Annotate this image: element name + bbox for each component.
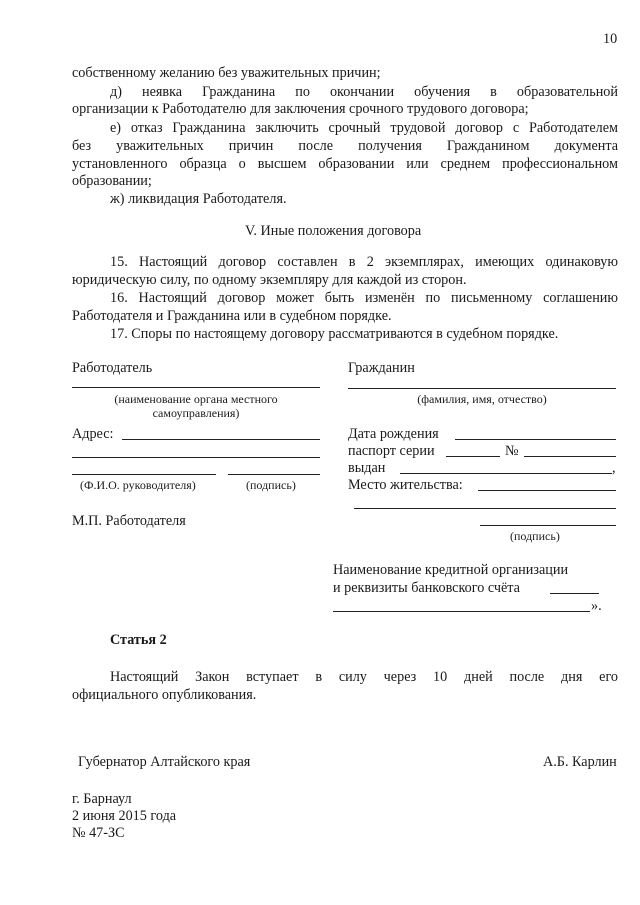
citizen-birth-line (455, 439, 616, 440)
clause-16-line-2: Работодателя и Гражданина или в судебном порядке. (72, 308, 392, 324)
bank-line-end: ». (591, 598, 602, 614)
item-e-line-2: без уважительных причин после получения Гражданином документа (72, 138, 618, 154)
governor-name: А.Б. Карлин (543, 754, 617, 770)
citizen-birth-label: Дата рождения (348, 426, 439, 442)
bank-label-2: и реквизиты банковского счёта (333, 580, 520, 596)
page-number: 10 (603, 31, 618, 47)
citizen-passport-series-line (446, 456, 500, 457)
item-zh: ж) ликвидация Работодателя. (110, 191, 287, 207)
item-d-line-2: организации к Работодателю для заключения срочного трудового договора; (72, 101, 529, 117)
article-title: Статья 2 (110, 632, 167, 648)
citizen-sign-line (480, 525, 616, 526)
clause-16-line-1: 16. Настоящий договор может быть изменён по письменному соглашению (110, 290, 618, 306)
citizen-issued-label: выдан (348, 460, 386, 476)
item-d-line-1: д) неявка Гражданина по окончании обучения в образовательной (110, 84, 618, 100)
citizen-residence-label: Место жительства: (348, 477, 463, 493)
footer-number: № 47-ЗС (72, 825, 125, 841)
employer-address-label: Адрес: (72, 426, 114, 442)
bank-label-1: Наименование кредитной организации (333, 562, 569, 578)
employer-address-line-2 (72, 457, 320, 458)
citizen-name-caption: (фамилия, имя, отчество) (417, 392, 547, 406)
citizen-issued-line (400, 473, 612, 474)
item-e-line-3: установленного образца о высшем образовании или среднем профессиональном (72, 156, 618, 172)
citizen-name-line (348, 388, 616, 389)
citizen-sign-caption: (подпись) (510, 529, 560, 543)
bank-line-1 (550, 593, 599, 594)
clause-17: 17. Споры по настоящему договору рассматриваются в судебном порядке. (110, 326, 559, 342)
item-e-line-4: образовании; (72, 173, 152, 189)
item-e-line-1: е) отказ Гражданина заключить срочный трудовой договор с Работодателем (110, 120, 618, 136)
employer-seal: М.П. Работодателя (72, 513, 186, 529)
employer-address-line-1 (122, 439, 320, 440)
employer-head-caption: (Ф.И.О. руководителя) (80, 478, 196, 492)
employer-org-line (72, 387, 320, 388)
citizen-number-label: № (505, 443, 519, 459)
employer-sign-caption: (подпись) (246, 478, 296, 492)
clause-15-line-1: 15. Настоящий договор составлен в 2 экземплярах, имеющих одинаковую (110, 254, 618, 270)
governor-position: Губернатор Алтайского края (78, 754, 251, 770)
article-text-line-1: Настоящий Закон вступает в силу через 10 дней после дня его (110, 669, 618, 685)
footer-city: г. Барнаул (72, 791, 132, 807)
citizen-issued-comma: , (612, 460, 616, 476)
bank-line-2 (333, 611, 590, 612)
article-text-line-2: официального опубликования. (72, 687, 257, 703)
citizen-heading: Гражданин (348, 360, 415, 376)
employer-head-line (72, 474, 216, 475)
citizen-residence-line-2 (354, 508, 616, 509)
citizen-passport-number-line (524, 456, 616, 457)
employer-org-caption-1: (наименование органа местного (114, 392, 278, 406)
citizen-passport-label: паспорт серии (348, 443, 435, 459)
clause-15-line-2: юридическую силу, по одному экземпляру для каждой из сторон. (72, 272, 467, 288)
footer-date: 2 июня 2015 года (72, 808, 177, 824)
text-line: собственному желанию без уважительных причин; (72, 65, 381, 81)
employer-org-caption-2: самоуправления) (152, 406, 240, 420)
employer-sign-line (228, 474, 320, 475)
citizen-residence-line-1 (478, 490, 616, 491)
section-heading: V. Иные положения договора (245, 223, 422, 239)
employer-heading: Работодатель (72, 360, 153, 376)
